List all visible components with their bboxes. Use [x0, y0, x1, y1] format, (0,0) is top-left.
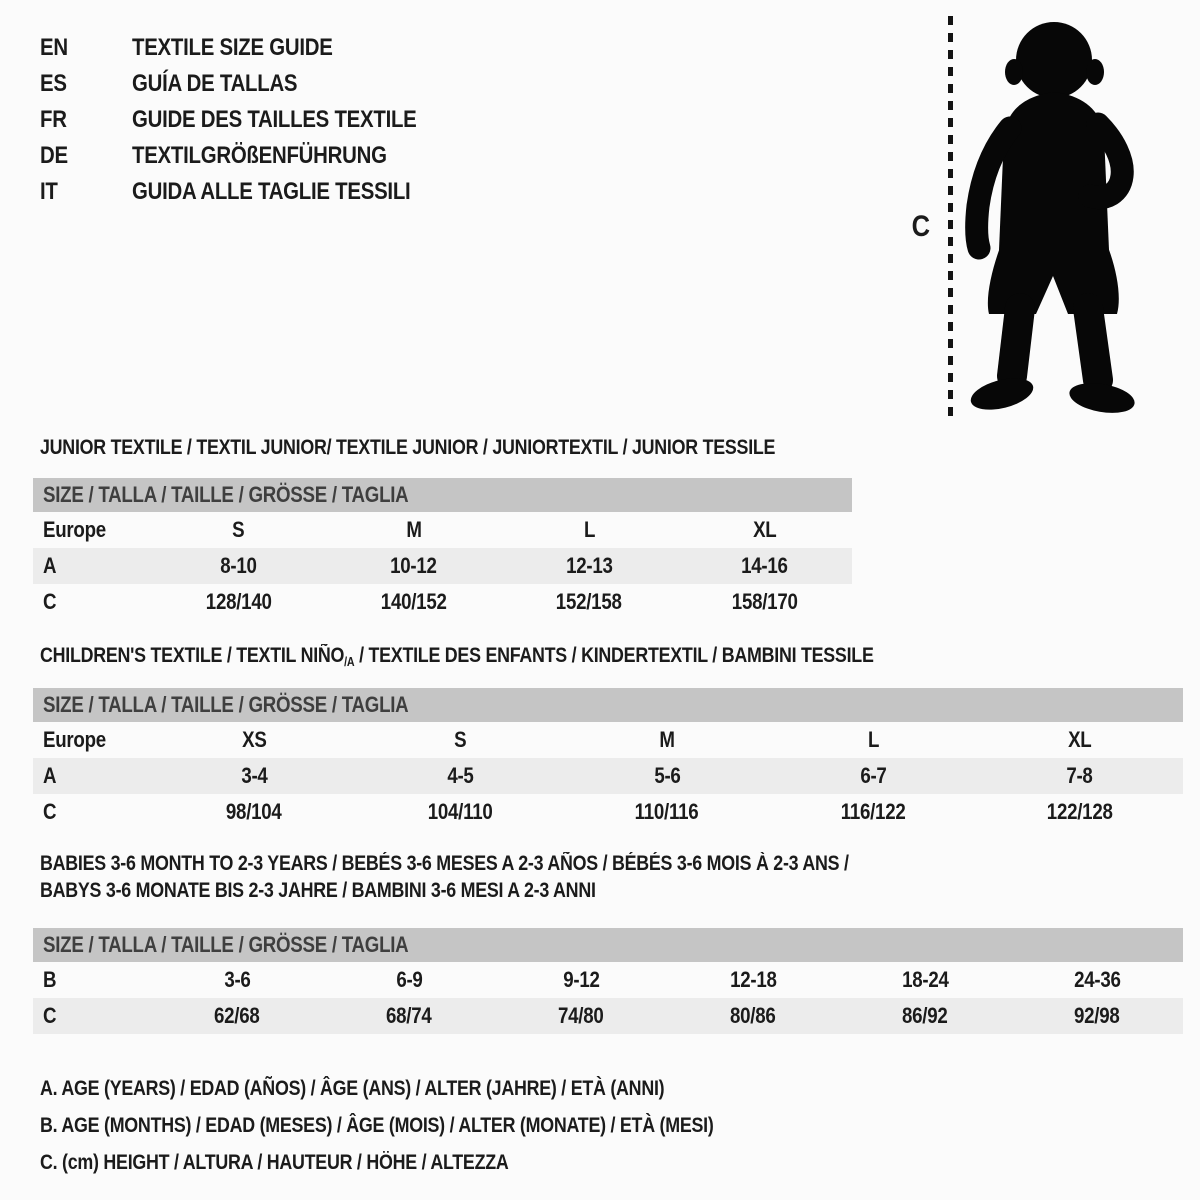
babies-title-line-2: BABYS 3-6 MONATE BIS 2-3 JAHRE / BAMBINI 3-6 MESI A 2-3 ANNI [40, 879, 596, 902]
cell: 6-7 [770, 758, 976, 794]
table-row [33, 722, 1183, 758]
table-row [33, 584, 852, 620]
row-label: C [43, 589, 57, 614]
language-list [40, 30, 467, 210]
cell: XL [752, 517, 777, 542]
toddler-silhouette-icon [952, 10, 1152, 420]
row-label: C [33, 998, 151, 1034]
row-label: B [43, 967, 57, 992]
cell: L [583, 517, 595, 542]
language-label: TEXTILE SIZE GUIDE [132, 34, 333, 61]
cell: 104/110 [428, 799, 493, 824]
cell: S [454, 727, 467, 752]
language-label: GUIDA ALLE TAGLIE TESSILI [132, 178, 411, 205]
cell: 92/98 [1011, 998, 1183, 1034]
cell: 9-12 [562, 967, 600, 992]
cell: 4-5 [357, 758, 563, 794]
language-code: ES [40, 70, 67, 97]
table-row [33, 758, 1183, 794]
size-table-header-row [33, 688, 1183, 722]
table-row [33, 998, 1183, 1034]
row-label: Europe [43, 727, 106, 752]
children-size-table [33, 688, 1183, 830]
size-table-header-row [33, 928, 1183, 962]
table-row [33, 548, 852, 584]
language-row [40, 102, 467, 138]
cell: 116/122 [840, 799, 906, 824]
cell: 110/116 [635, 799, 699, 824]
babies-size-table [33, 928, 1183, 1034]
babies-title-line-1: BABIES 3-6 MONTH TO 2-3 YEARS / BEBÉS 3-6 MESES A 2-3 AÑOS / BÉBÉS 3-6 MOIS À 2-3 ANS / [40, 852, 849, 875]
cell: S [232, 517, 245, 542]
cell: 24-36 [1073, 967, 1121, 992]
language-row [40, 30, 467, 66]
language-row [40, 138, 467, 174]
babies-section-title [40, 850, 849, 904]
junior-section-title: JUNIOR TEXTILE / TEXTIL JUNIOR/ TEXTILE JUNIOR / JUNIORTEXTIL / JUNIOR TESSILE [40, 436, 776, 459]
size-table-header: SIZE / TALLA / TAILLE / GRÖSSE / TAGLIA [33, 688, 1183, 722]
language-row [40, 174, 467, 210]
cell: 7-8 [977, 758, 1183, 794]
cell: 122/128 [1046, 799, 1113, 824]
size-table-header: SIZE / TALLA / TAILLE / GRÖSSE / TAGLIA [33, 928, 1183, 962]
cell: 86/92 [839, 998, 1011, 1034]
cell: M [659, 727, 675, 752]
legend-item-b: B. AGE (MONTHS) / EDAD (MESES) / ÂGE (MOIS) / ALTER (MONATE) / ETÀ (MESI) [40, 1113, 714, 1137]
cell: 152/158 [556, 589, 623, 614]
size-table-header: SIZE / TALLA / TAILLE / GRÖSSE / TAGLIA [33, 478, 852, 512]
size-table-header-row [33, 478, 852, 512]
cell: 10-12 [326, 548, 501, 584]
cell: 8-10 [151, 548, 326, 584]
table-row [33, 794, 1183, 830]
legend [40, 1070, 832, 1181]
cell: 12-13 [502, 548, 677, 584]
title-subscript: /A [344, 655, 355, 669]
junior-size-table [33, 478, 852, 620]
cell: 12-18 [729, 967, 777, 992]
cell: L [867, 727, 879, 752]
cell: 5-6 [564, 758, 770, 794]
cell: 62/68 [151, 998, 323, 1034]
height-measure-label: C [911, 210, 931, 243]
cell: 6-9 [395, 967, 423, 992]
language-code: FR [40, 106, 67, 133]
cell: 80/86 [667, 998, 839, 1034]
language-code: DE [40, 142, 68, 169]
row-label: C [43, 799, 57, 824]
language-label: GUIDE DES TAILLES TEXTILE [132, 106, 417, 133]
language-code: IT [40, 178, 58, 205]
cell: M [406, 517, 422, 542]
legend-item-a: A. AGE (YEARS) / EDAD (AÑOS) / ÂGE (ANS) / ALTER (JAHRE) / ETÀ (ANNI) [40, 1076, 665, 1100]
table-row [33, 962, 1183, 998]
cell: 3-6 [223, 967, 251, 992]
language-code: EN [40, 34, 68, 61]
row-label: A [33, 758, 151, 794]
cell: 74/80 [495, 998, 667, 1034]
legend-item-c: C. (cm) HEIGHT / ALTURA / HAUTEUR / HÖHE / ALTEZZA [40, 1150, 509, 1174]
cell: 68/74 [323, 998, 495, 1034]
cell: 3-4 [151, 758, 357, 794]
language-label: TEXTILGRÖßENFÜHRUNG [132, 142, 387, 169]
cell: 14-16 [677, 548, 852, 584]
cell: XS [241, 727, 267, 752]
cell: 128/140 [205, 589, 272, 614]
cell: 140/152 [380, 589, 447, 614]
cell: 18-24 [901, 967, 949, 992]
cell: XL [1068, 727, 1092, 752]
row-label: Europe [43, 517, 106, 542]
language-row [40, 66, 467, 102]
language-label: GUÍA DE TALLAS [132, 70, 298, 97]
cell: 158/170 [731, 589, 798, 614]
row-label: A [33, 548, 151, 584]
table-row [33, 512, 852, 548]
cell: 98/104 [226, 799, 283, 824]
children-section-title: CHILDREN'S TEXTILE / TEXTIL NIÑO/A / TEXTILE DES ENFANTS / KINDERTEXTIL / BAMBINI TESSILE [40, 644, 874, 669]
